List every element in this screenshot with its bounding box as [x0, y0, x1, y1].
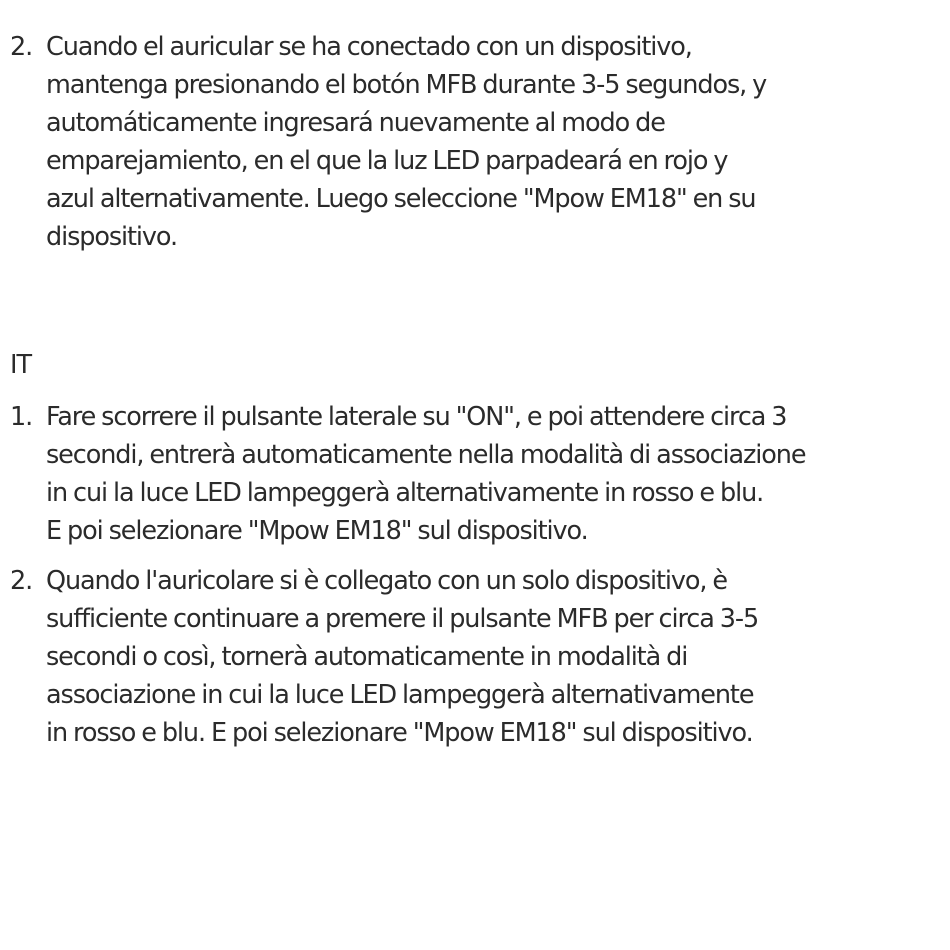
- es-item-2-line-5: azul alternativamente. Luego seleccione "Mpow EM18" en su: [46, 184, 756, 214]
- es-item-2-line-2: mantenga presionando el botón MFB durante 3-5 segundos, y: [46, 70, 767, 100]
- it-item-1-text: [46, 398, 940, 550]
- it-item-1-line-1: Fare scorrere il pulsante laterale su "ON", e poi attendere circa 3: [46, 402, 787, 432]
- section-heading-it: IT: [10, 350, 32, 380]
- es-item-2-line-1: Cuando el auricular se ha conectado con un dispositivo,: [46, 32, 692, 62]
- es-item-2-line-6: dispositivo.: [46, 222, 177, 252]
- it-item-2-line-1: Quando l'auricolare si è collegato con un solo dispositivo, è: [46, 566, 727, 596]
- it-list-item-2: [10, 562, 940, 752]
- it-item-1-line-4: E poi selezionare "Mpow EM18" sul dispositivo.: [46, 516, 588, 546]
- it-item-2-line-4: associazione in cui la luce LED lampeggerà alternativamente: [46, 680, 754, 710]
- es-list-item-2: [10, 28, 940, 256]
- it-item-1-line-3: in cui la luce LED lampeggerà alternativamente in rosso e blu.: [46, 478, 764, 508]
- es-item-2-line-3: automáticamente ingresará nuevamente al modo de: [46, 108, 665, 138]
- it-item-1-number: 1.: [10, 402, 33, 432]
- it-item-2-line-3: secondi o così, tornerà automaticamente in modalità di: [46, 642, 688, 672]
- it-item-2-number: 2.: [10, 566, 33, 596]
- it-item-1-line-2: secondi, entrerà automaticamente nella modalità di associazione: [46, 440, 806, 470]
- it-item-2-line-2: sufficiente continuare a premere il pulsante MFB per circa 3-5: [46, 604, 759, 634]
- es-item-2-line-4: emparejamiento, en el que la luz LED parpadeará en rojo y: [46, 146, 728, 176]
- es-item-2-text: [46, 28, 940, 256]
- it-list-item-1: [10, 398, 940, 550]
- es-item-2-number: 2.: [10, 32, 33, 62]
- it-item-2-text: [46, 562, 940, 752]
- it-item-2-line-5: in rosso e blu. E poi selezionare "Mpow EM18" sul dispositivo.: [46, 718, 753, 748]
